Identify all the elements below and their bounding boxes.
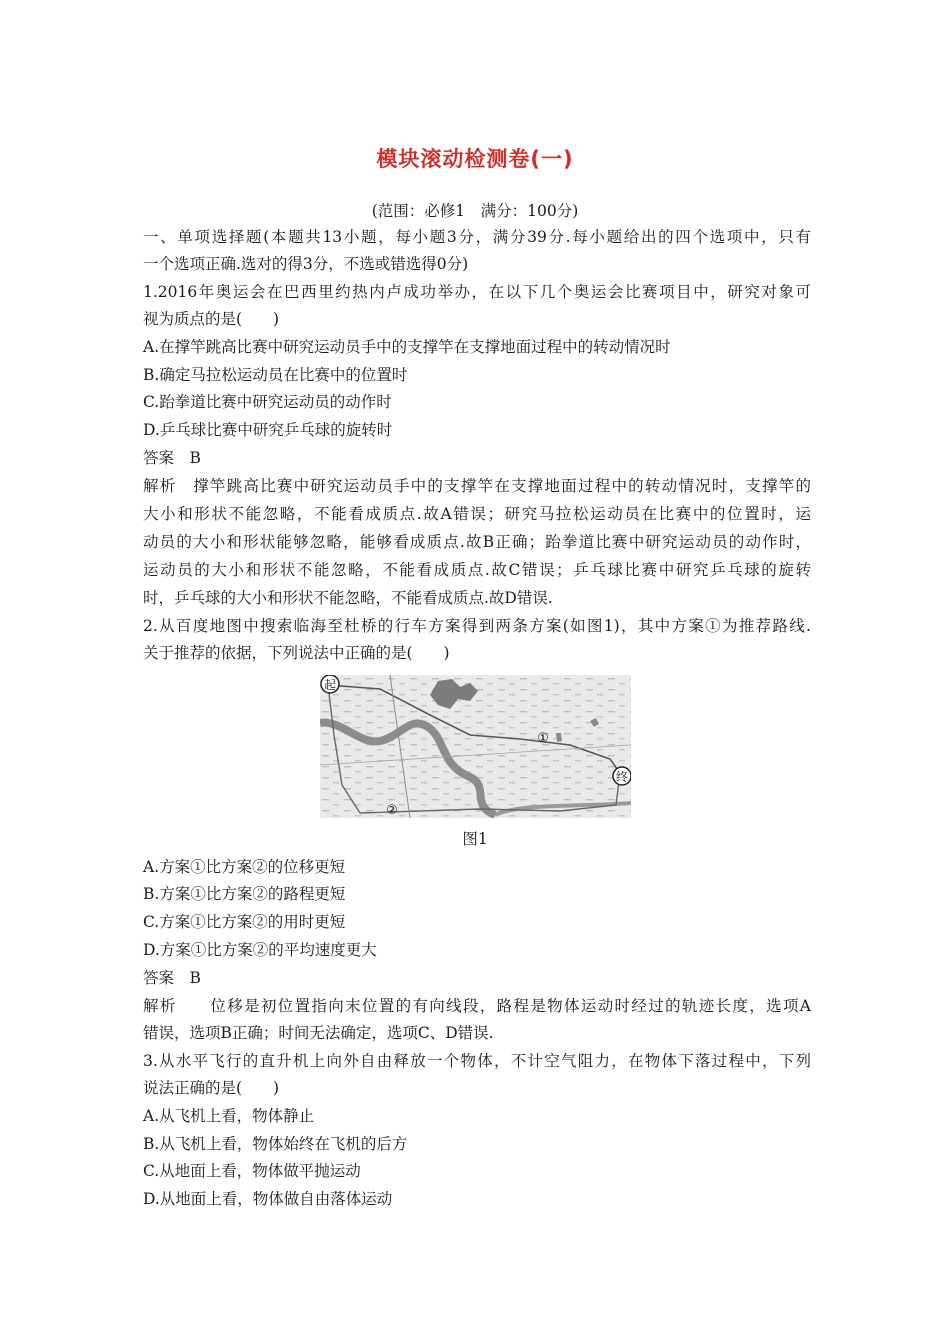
map-pond (556, 733, 562, 742)
q1-analysis-line-2: 大小和形状不能忽略，不能看成质点.故A错误；研究马拉松运动员在比赛中的位置时，运 (143, 505, 811, 523)
q1-analysis-line-3: 动员的大小和形状能够忽略，能够看成质点.故B正确；跆拳道比赛中研究运动员的动作时， (143, 533, 811, 551)
q2-answer: 答案 B (143, 969, 201, 987)
section-heading-line-2: 一个选项正确.选对的得3分，不选或错选得0分) (143, 255, 469, 273)
q3-option-a: A.从飞机上看，物体静止 (143, 1107, 315, 1125)
q2-option-b: B.方案①比方案②的路程更短 (143, 885, 346, 903)
q1-analysis-line-5: 时，乒乓球的大小和形状不能忽略，不能看成质点.故D错误. (143, 589, 553, 607)
q1-answer: 答案 B (143, 449, 201, 467)
route-map-figure (320, 675, 631, 818)
q1-option-b: B.确定马拉松运动员在比赛中的位置时 (143, 366, 408, 384)
q2-option-c: C.方案①比方案②的用时更短 (143, 913, 346, 931)
page-title: 模块滚动检测卷(一) (376, 147, 574, 171)
q3-option-c: C.从地面上看，物体做平抛运动 (143, 1162, 361, 1180)
q2-stem-line-1: 2.从百度地图中搜索临海至杜桥的行车方案得到两条方案(如图1)，其中方案①为推荐路线. (143, 617, 811, 635)
q3-stem-line-1: 3.从水平飞行的直升机上向外自由释放一个物体，不计空气阻力，在物体下落过程中，下列 (143, 1052, 811, 1070)
q3-option-b: B.从飞机上看，物体始终在飞机的后方 (143, 1135, 408, 1153)
q1-analysis-line-4: 运动员的大小和形状不能忽略，不能看成质点.故C错误；乒乓球比赛中研究乒乓球的旋转 (143, 561, 811, 579)
q1-option-c: C.跆拳道比赛中研究运动员的动作时 (143, 393, 392, 411)
q3-stem-line-2: 说法正确的是( ) (143, 1079, 280, 1097)
section-heading-line-1: 一、单项选择题(本题共13小题，每小题3分，满分39分.每小题给出的四个选项中，只有 (143, 228, 811, 246)
map-place-labels (320, 675, 631, 818)
q1-option-d: D.乒乓球比赛中研究乒乓球的旋转时 (143, 421, 393, 439)
q2-analysis-line-2: 错误，选项B正确；时间无法确定，选项C、D错误. (143, 1024, 494, 1042)
q2-stem-line-2: 关于推荐的依据，下列说法中正确的是( ) (143, 644, 450, 662)
start-label: 起 (323, 678, 337, 692)
q1-stem-line-1: 1.2016年奥运会在巴西里约热内卢成功举办，在以下几个奥运会比赛项目中，研究对象可 (143, 283, 811, 301)
q2-option-d: D.方案①比方案②的平均速度更大 (143, 941, 377, 959)
q1-option-a: A.在撑竿跳高比赛中研究运动员手中的支撑竿在支撑地面过程中的转动情况时 (143, 338, 671, 356)
q3-option-d: D.从地面上看，物体做自由落体运动 (143, 1190, 393, 1208)
q1-stem-line-2: 视为质点的是( ) (143, 310, 280, 328)
figure-caption: 图1 (462, 830, 488, 848)
q2-analysis-line-1: 解析 位移是初位置指向末位置的有向线段，路程是物体运动时经过的轨迹长度，选项A (143, 997, 811, 1015)
q1-analysis-line-1: 解析 撑竿跳高比赛中研究运动员手中的支撑竿在支撑地面过程中的转动情况时，支撑竿的 (143, 477, 811, 495)
route-1-label: ① (537, 731, 549, 746)
q2-option-a: A.方案①比方案②的位移更短 (143, 858, 346, 876)
exam-meta: (范围：必修1 满分：100分) (371, 202, 579, 220)
route-2-label: ② (386, 803, 398, 818)
end-label: 终 (615, 770, 629, 784)
